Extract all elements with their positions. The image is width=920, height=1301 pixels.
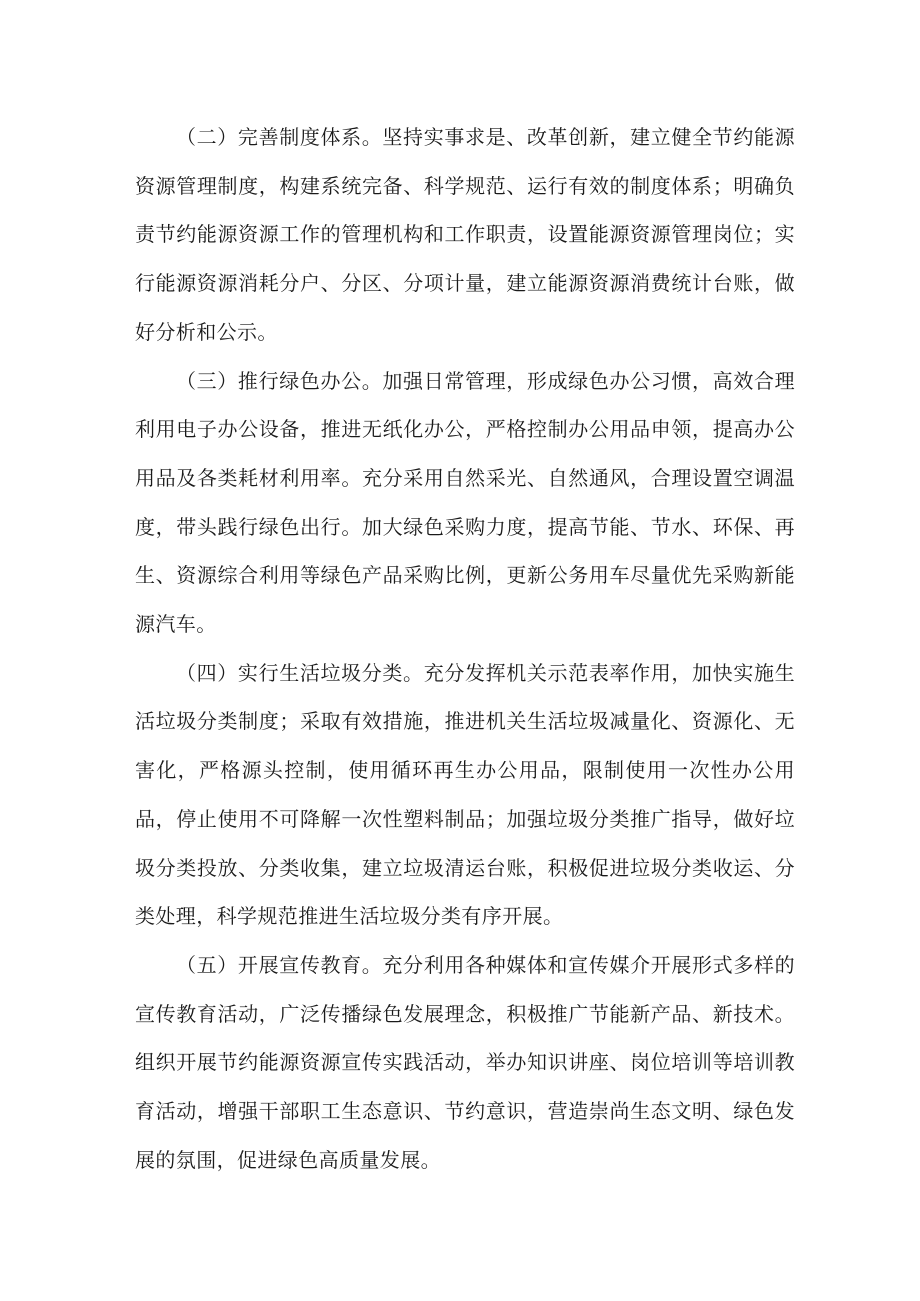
paragraph-2-institutional-system: （二）完善制度体系。坚持实事求是、改革创新，建立健全节约能源资源管理制度，构建系统完备、科学规范、运行有效的制度体系；明确负责节约能源资源工作的管理机构和工作职责，设置能源资源管理岗位；实行能源资源消耗分户、分区、分项计量，建立能源资源消费统计台账，做好分析和公示。 [135, 125, 795, 344]
document-body [135, 113, 795, 1184]
paragraph-3-green-office: （三）推行绿色办公。加强日常管理，形成绿色办公习惯，高效合理利用电子办公设备，推进无纸化办公，严格控制办公用品申领，提高办公用品及各类耗材利用率。充分采用自然采光、自然通风，合理设置空调温度，带头践行绿色出行。加大绿色采购力度，提高节能、节水、环保、再生、资源综合利用等绿色产品采购比例，更新公务用车尽量优先采购新能源汽车。 [135, 368, 795, 637]
paragraph-5-publicity-education: （五）开展宣传教育。充分利用各种媒体和宣传媒介开展形式多样的宣传教育活动，广泛传播绿色发展理念，积极推广节能新产品、新技术。组织开展节约能源资源宣传实践活动，举办知识讲座、岗位培训等培训教育活动，增强干部职工生态意识、节约意识，营造崇尚生态文明、绿色发展的氛围，促进绿色高质量发展。 [135, 952, 795, 1172]
paragraph-4-waste-sorting: （四）实行生活垃圾分类。充分发挥机关示范表率作用，加快实施生活垃圾分类制度；采取有效措施，推进机关生活垃圾减量化、资源化、无害化，严格源头控制，使用循环再生办公用品，限制使用一次性办公用品，停止使用不可降解一次性塑料制品；加强垃圾分类推广指导，做好垃圾分类投放、分类收集，建立垃圾清运台账，积极促进垃圾分类收运、分类处理，科学规范推进生活垃圾分类有序开展。 [135, 660, 795, 929]
